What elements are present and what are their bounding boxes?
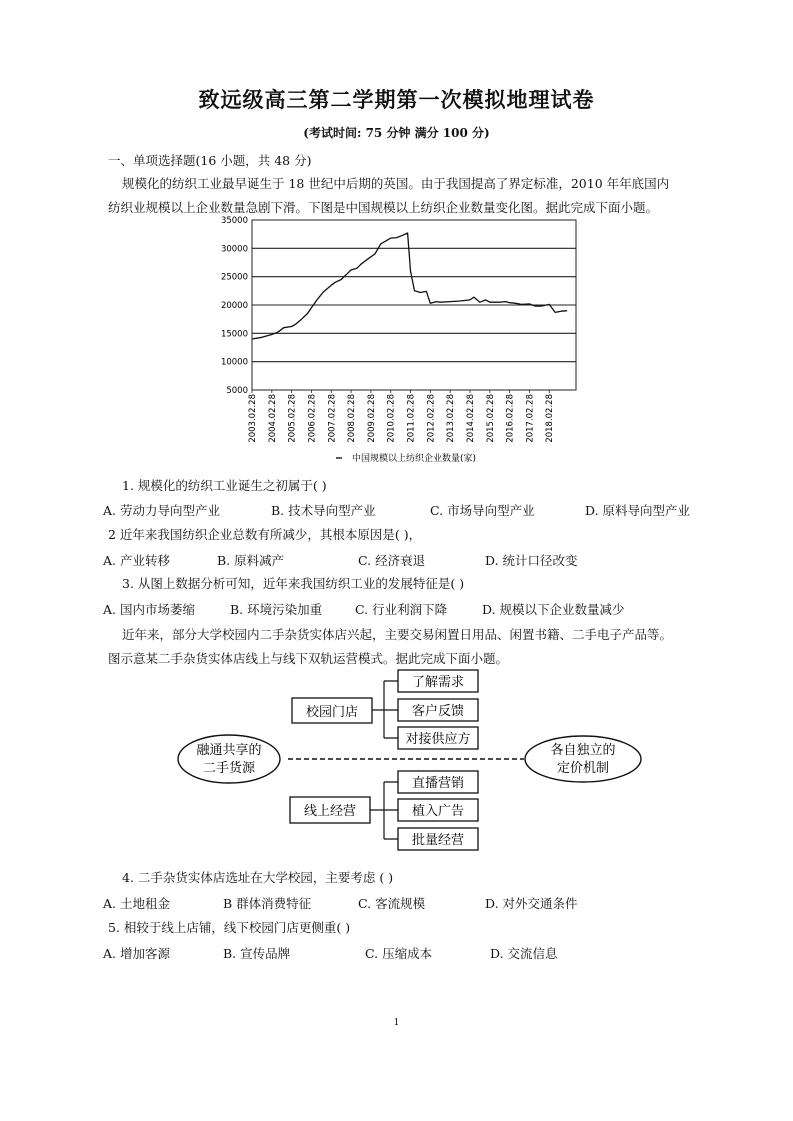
campus-item-3: 对接供应方 <box>405 732 471 747</box>
question-5-stem: 5. 相较于线上店铺，线下校园门店更侧重( ) <box>108 920 351 935</box>
x-tick-label: 2014.02.28 <box>465 394 476 443</box>
series-line-0 <box>252 233 567 339</box>
campus-store-label: 校园门店 <box>305 705 359 720</box>
pricing-mechanism-text-2: 定价机制 <box>556 761 610 776</box>
x-tick-label: 2018.02.28 <box>545 394 556 443</box>
question-5-option-a[interactable]: A. 增加客源 <box>103 946 170 961</box>
online-ops-label: 线上经营 <box>303 804 357 819</box>
y-tick-label: 25000 <box>220 272 248 283</box>
section-heading: 一、单项选择题(16 小题，共 48 分) <box>108 153 312 168</box>
y-tick-labels <box>221 216 248 396</box>
question-1-option-a[interactable]: A. 劳动力导向型产业 <box>103 503 220 518</box>
question-1-option-c[interactable]: C. 市场导向型产业 <box>430 503 535 518</box>
online-item-3: 批量经营 <box>411 833 465 848</box>
x-tick-label: 2009.02.28 <box>366 394 377 443</box>
x-axis-label: 中国规模以上纺织企业数量(家) <box>351 454 477 464</box>
question-2-option-c[interactable]: C. 经济衰退 <box>358 553 426 568</box>
x-tick-label: 2004.02.28 <box>267 394 278 443</box>
question-5-option-c[interactable]: C. 压缩成本 <box>365 946 433 961</box>
exam-info: (考试时间: 75 分钟 满分 100 分) <box>303 126 490 140</box>
question-1-option-d[interactable]: D. 原料导向型产业 <box>585 503 691 518</box>
series-group <box>252 233 567 339</box>
y-tick-label: 30000 <box>220 244 248 255</box>
page-number: 1 <box>393 1018 400 1028</box>
question-4-option-c[interactable]: C. 客流规模 <box>358 896 426 911</box>
operation-mode-diagram <box>170 664 650 860</box>
x-tick-labels <box>248 394 555 443</box>
shared-source-text-1: 融通共享的 <box>196 743 262 758</box>
page-title: 致远级高三第二学期第一次模拟地理试卷 <box>198 87 595 112</box>
intro-paragraph-2-line-1: 近年来，部分大学校园内二手杂货实体店兴起，主要交易闲置日用品、闲置书籍、二手电子产品等。 <box>122 627 673 642</box>
question-3-option-a[interactable]: A. 国内市场萎缩 <box>103 602 195 617</box>
question-4-option-b[interactable]: B 群体消费特征 <box>223 896 312 911</box>
x-tick-label: 2006.02.28 <box>307 394 318 443</box>
question-3-stem: 3. 从图上数据分析可知，近年来我国纺织工业的发展特征是( ) <box>122 576 465 591</box>
x-tick-label: 2008.02.28 <box>347 394 358 443</box>
intro-paragraph-1-line-1: 规模化的纺织工业最早诞生于 18 世纪中后期的英国。由于我国提高了界定标准，2010 年年底国内 <box>122 176 670 191</box>
online-bracket <box>370 782 398 839</box>
question-3-option-c[interactable]: C. 行业利润下降 <box>355 602 448 617</box>
x-tick-label: 2007.02.28 <box>327 394 338 443</box>
x-tick-label: 2013.02.28 <box>446 394 457 443</box>
intro-paragraph-1-line-2: 纺织业规模以上企业数量急剧下滑。下图是中国规模以上纺织企业数量变化图。据此完成下面小题。 <box>108 200 659 215</box>
question-3-option-d[interactable]: D. 规模以下企业数量减少 <box>482 602 625 617</box>
question-1-stem: 1. 规模化的纺织工业诞生之初属于( ) <box>122 478 327 493</box>
y-tick-label: 20000 <box>220 301 248 311</box>
question-2-stem: 2 近年来我国纺织企业总数有所减少，其根本原因是( )， <box>108 527 422 542</box>
x-tick-label: 2012.02.28 <box>426 394 437 443</box>
y-tick-label: 15000 <box>220 329 248 340</box>
x-tick-label: 2005.02.28 <box>287 394 298 443</box>
x-tick-label: 2010.02.28 <box>386 394 397 443</box>
question-2-option-b[interactable]: B. 原料减产 <box>217 553 285 568</box>
question-5-option-b[interactable]: B. 宣传品牌 <box>223 946 291 961</box>
online-item-2: 植入广告 <box>411 804 465 819</box>
x-tick-label: 2003.02.28 <box>248 394 258 443</box>
campus-bracket <box>372 681 398 738</box>
y-tick-label: 35000 <box>220 216 248 226</box>
x-tick-label: 2015.02.28 <box>485 394 496 443</box>
x-tick-label: 2017.02.28 <box>525 394 536 443</box>
y-tick-label: 5000 <box>226 386 248 396</box>
question-2-option-d[interactable]: D. 统计口径改变 <box>485 553 578 568</box>
shared-source-text-2: 二手货源 <box>202 761 256 776</box>
y-tick-label: 10000 <box>220 357 248 368</box>
question-1-option-b[interactable]: B. 技术导向型产业 <box>271 503 376 518</box>
intro-paragraph-2-line-2: 图示意某二手杂货实体店线上与线下双轨运营模式。据此完成下面小题。 <box>108 651 509 666</box>
x-tick-label: 2011.02.28 <box>406 394 417 443</box>
question-4-option-d[interactable]: D. 对外交通条件 <box>485 896 578 911</box>
question-2-option-a[interactable]: A. 产业转移 <box>103 553 170 568</box>
x-tick-label: 2016.02.28 <box>505 394 516 443</box>
pricing-mechanism-text-1: 各自独立的 <box>550 743 616 758</box>
campus-item-1: 了解需求 <box>411 675 465 690</box>
campus-item-2: 客户反馈 <box>411 704 465 719</box>
question-5-option-d[interactable]: D. 交流信息 <box>490 946 558 961</box>
question-3-option-b[interactable]: B. 环境污染加重 <box>230 602 323 617</box>
question-4-stem: 4. 二手杂货实体店选址在大学校园，主要考虑 ( ) <box>122 870 394 885</box>
enterprise-count-line-chart <box>200 210 600 465</box>
online-item-1: 直播营销 <box>411 776 465 791</box>
question-4-option-a[interactable]: A. 土地租金 <box>103 896 170 911</box>
